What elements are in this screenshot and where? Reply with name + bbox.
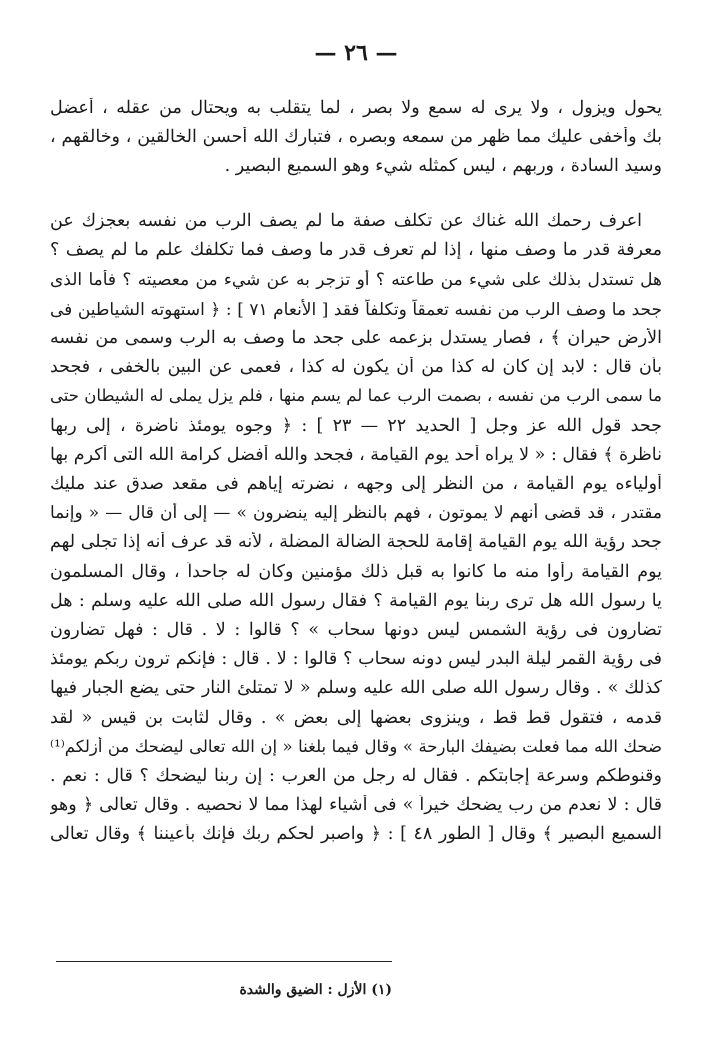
text-line: ضحك الله مما فعلت بضيفك البارحة » وقال فيما بلغنا « إن الله تعالى ليضحك من أزلكم⁽¹⁾ bbox=[50, 737, 662, 756]
text-line: يا رسول الله هل ترى ربنا يوم القيامة ؟ فقال رسول الله صلى الله عليه وسلم : هل bbox=[50, 591, 662, 611]
text-line: قدمه ، فتقول قط قط ، وينزوى بعضها إلى بعض » . وقال لثابت بن قيس « لقد bbox=[50, 708, 662, 728]
footnote: (١) الأزل : الضيق والشدة bbox=[239, 982, 392, 998]
text-line: مقتدر ، قد قضى أنهم لا يموتون ، فهم بالنظر إليه ينضرون » — إلى أن قال — « وإنما bbox=[50, 503, 662, 523]
text-line: فى رؤية القمر ليلة البدر ليس دونه سحاب ؟ قالوا : لا . قال : فإنكم ترون ربكم يومئذ bbox=[50, 649, 662, 669]
text-line: تضارون فى رؤية الشمس ليس دونها سحاب » ؟ قالوا : لا . قال : فهل تضارون bbox=[50, 620, 662, 640]
text-line: معرفة قدر ما وصف منها ، إذا لم تعرف قدر ما وصف فما تكلفك علم ما لم يصف ؟ bbox=[50, 240, 662, 260]
text-line: بك وأخفى عليك مما ظهر من سمعه وبصره ، فتبارك الله أحسن الخالقين ، وخالقهم ، bbox=[50, 127, 662, 147]
text-line: قال : لا نعدم من رب يضحك خيراً » فى أشياء لهذا مما لا نحصيه . وقال تعالى ﴿ وهو bbox=[50, 795, 662, 815]
page-number: — ٢٦ — bbox=[314, 40, 398, 66]
footnote-divider bbox=[56, 961, 392, 962]
text-line: هل تستدل بذلك على شيء من طاعته ؟ أو تزجر به عن شيء من معصيته ؟ فأما الذى bbox=[50, 270, 662, 290]
text-line: ما سمى الرب من نفسه ، بصمت الرب عما لم يسم منها ، فلم يزل يملى له الشيطان حتى bbox=[50, 386, 662, 405]
text-line: جحد قول الله عز وجل [ الحديد ٢٢ — ٢٣ ] : ﴿ وجوه يومئذ ناضرة ، إلى ربها bbox=[50, 416, 662, 436]
text-line: بأن قال : لابد إن كان له كذا من أن يكون له كذا ، فعمى عن البين بالخفى ، فجحد bbox=[50, 357, 662, 377]
text-line: السميع البصير ﴾ وقال [ الطور ٤٨ ] : ﴿ واصبر لحكم ربك فإنك بأعيننا ﴾ وقال تعالى bbox=[50, 824, 662, 844]
text-line: جحد ما وصف الرب من نفسه تعمقاً وتكلفاً فقد [ الأنعام ٧١ ] : ﴿ استهوته الشياطين فى bbox=[50, 300, 662, 320]
text-line: يحول ويزول ، ولا يرى له سمع ولا بصر ، لما يتقلب به ويحتال من عقله ، أعضل bbox=[50, 98, 662, 118]
text-line: الأرض حيران ﴾ ، فصار يستدل بزعمه على جحد ما وصف به الرب وسمى من نفسه bbox=[50, 328, 662, 348]
text-line: يوم القيامة رأوا منه ما كانوا به قبل ذلك مؤمنين وكان له جاحداً ، وقال المسلمون bbox=[50, 562, 662, 582]
text-line: اعرف رحمك الله غناك عن تكلف صفة ما لم يصف الرب من نفسه بعجزك عن bbox=[50, 211, 642, 231]
text-line: أولياءه يوم القيامة ، من النظر إلى وجهه ، نضرته إياهم فى مقعد صدق عند مليك bbox=[50, 474, 662, 494]
text-line: جحد رؤية الله يوم القيامة إقامة للحجة الضالة المضلة ، لأنه قد عرف أنه إذا تجلى لهم bbox=[50, 532, 662, 552]
text-line: وسيد السادة ، وربهم ، ليس كمثله شيء وهو السميع البصير . bbox=[224, 156, 662, 176]
text-line: وقنوطكم وسرعة إجابتكم . فقال له رجل من العرب : إن ربنا ليضحك ؟ قال : نعم . bbox=[50, 766, 662, 786]
text-line: كذلك » . وقال رسول الله صلى الله عليه وسلم « لا تمتلئ النار حتى يضع الجبار فيها bbox=[50, 678, 662, 698]
text-line: ناظرة ﴾ فقال : « لا يراه أحد يوم القيامة ، فجحد والله أفضل كرامة الله التى أكرم بها bbox=[50, 445, 662, 465]
